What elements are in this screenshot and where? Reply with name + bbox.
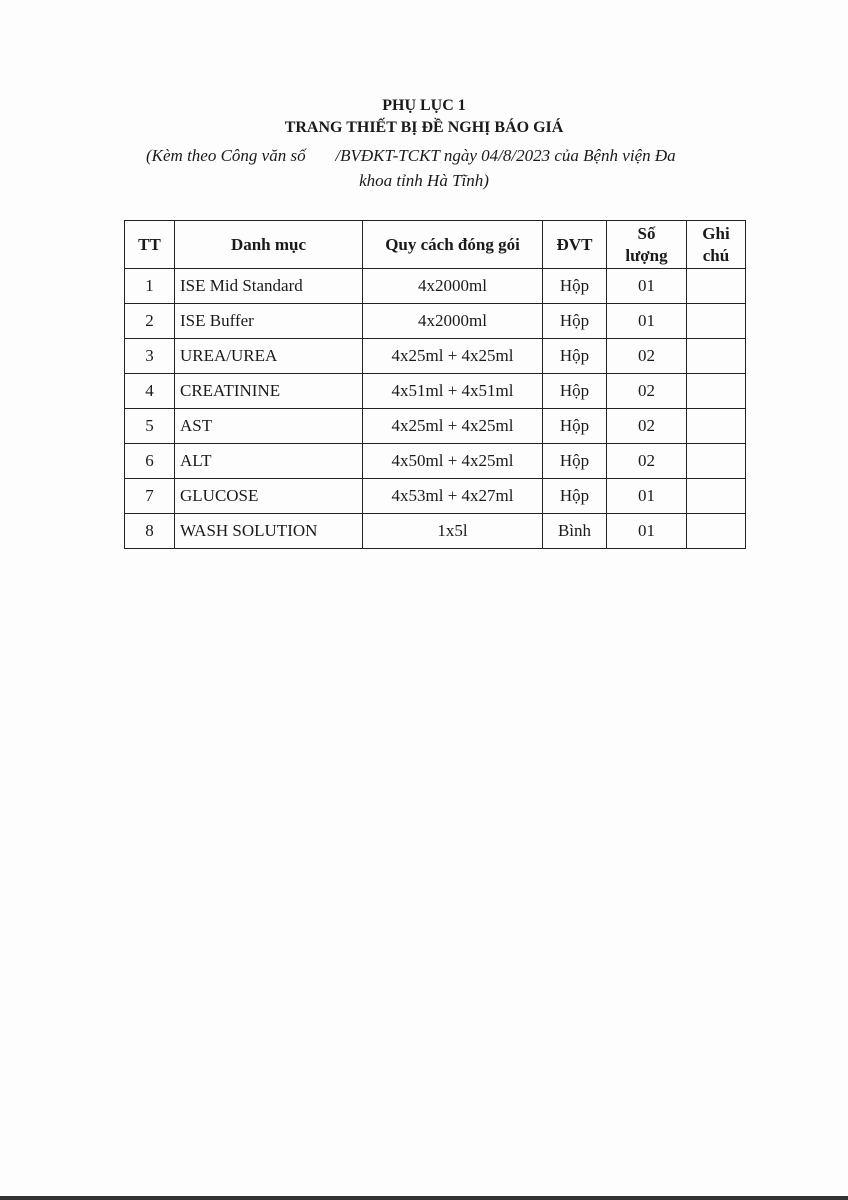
table-row <box>125 409 746 444</box>
unit: Hộp <box>543 304 607 339</box>
scan-edge <box>0 1196 848 1200</box>
quantity: 02 <box>607 339 687 374</box>
table-row <box>125 304 746 339</box>
table-row <box>125 374 746 409</box>
row-number: 8 <box>125 514 175 549</box>
reference-line-1: (Kèm theo Công văn số /BVĐKT-TCKT ngày 04/8/2023 của Bệnh viện Đa <box>146 146 676 165</box>
note <box>687 514 746 549</box>
table-row <box>125 269 746 304</box>
unit: Hộp <box>543 374 607 409</box>
header-note: Ghi chú <box>687 221 746 269</box>
packaging: 4x51ml + 4x51ml <box>363 374 543 409</box>
quantity: 02 <box>607 374 687 409</box>
quantity: 01 <box>607 269 687 304</box>
header-quantity: Số lượng <box>607 221 687 269</box>
unit: Bình <box>543 514 607 549</box>
row-number: 6 <box>125 444 175 479</box>
item-name: ALT <box>175 444 363 479</box>
packaging: 4x2000ml <box>363 269 543 304</box>
packaging: 4x25ml + 4x25ml <box>363 339 543 374</box>
row-number: 7 <box>125 479 175 514</box>
note <box>687 479 746 514</box>
packaging: 4x2000ml <box>363 304 543 339</box>
item-name: ISE Mid Standard <box>175 269 363 304</box>
item-name: GLUCOSE <box>175 479 363 514</box>
unit: Hộp <box>543 269 607 304</box>
note <box>687 409 746 444</box>
note <box>687 374 746 409</box>
quantity: 01 <box>607 479 687 514</box>
row-number: 1 <box>125 269 175 304</box>
header-unit: ĐVT <box>543 221 607 269</box>
document-title: TRANG THIẾT BỊ ĐỀ NGHỊ BÁO GIÁ <box>284 119 564 136</box>
unit: Hộp <box>543 479 607 514</box>
unit: Hộp <box>543 444 607 479</box>
row-number: 2 <box>125 304 175 339</box>
equipment-table <box>124 220 746 549</box>
reference-line-2: khoa tỉnh Hà Tĩnh) <box>359 171 489 190</box>
header-packaging: Quy cách đóng gói <box>363 221 543 269</box>
note <box>687 304 746 339</box>
item-name: WASH SOLUTION <box>175 514 363 549</box>
table-row <box>125 514 746 549</box>
row-number: 4 <box>125 374 175 409</box>
note <box>687 444 746 479</box>
note <box>687 269 746 304</box>
row-number: 3 <box>125 339 175 374</box>
item-name: ISE Buffer <box>175 304 363 339</box>
table-row <box>125 339 746 374</box>
packaging: 4x50ml + 4x25ml <box>363 444 543 479</box>
table-row <box>125 444 746 479</box>
header-tt: TT <box>125 221 175 269</box>
appendix-title: PHỤ LỤC 1 <box>382 97 466 114</box>
item-name: CREATININE <box>175 374 363 409</box>
unit: Hộp <box>543 409 607 444</box>
packaging: 4x25ml + 4x25ml <box>363 409 543 444</box>
item-name: UREA/UREA <box>175 339 363 374</box>
quantity: 02 <box>607 409 687 444</box>
packaging: 1x5l <box>363 514 543 549</box>
note <box>687 339 746 374</box>
quantity: 01 <box>607 304 687 339</box>
header-name: Danh mục <box>175 221 363 269</box>
table-row <box>125 479 746 514</box>
row-number: 5 <box>125 409 175 444</box>
quantity: 01 <box>607 514 687 549</box>
quantity: 02 <box>607 444 687 479</box>
packaging: 4x53ml + 4x27ml <box>363 479 543 514</box>
unit: Hộp <box>543 339 607 374</box>
table-header-row <box>125 221 746 269</box>
item-name: AST <box>175 409 363 444</box>
